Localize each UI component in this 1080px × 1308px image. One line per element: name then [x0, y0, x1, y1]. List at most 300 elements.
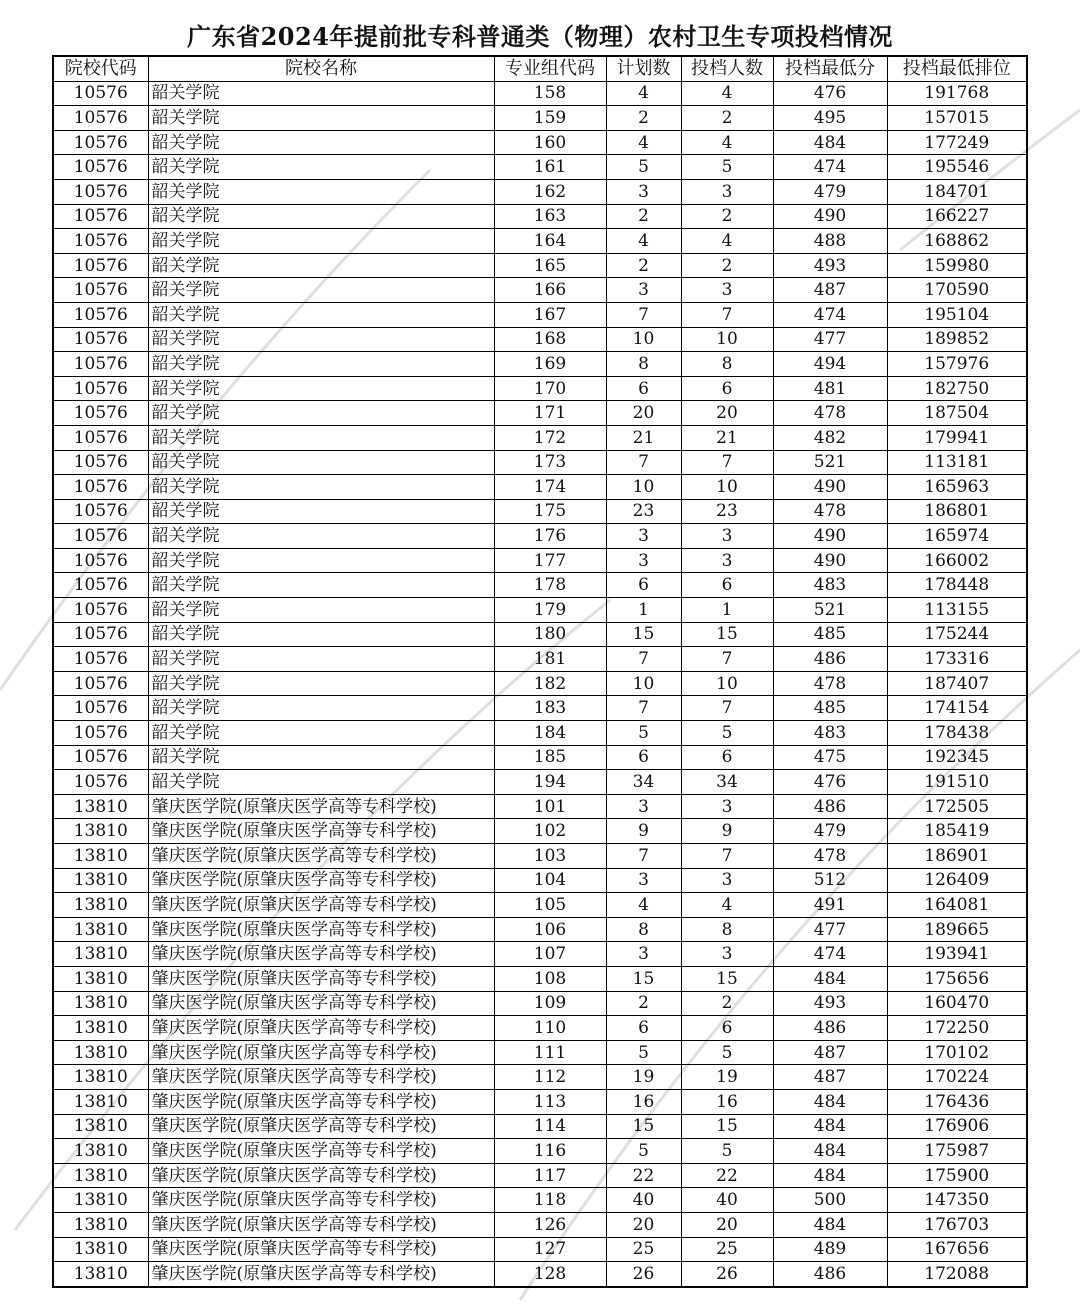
cell-group-code: 180	[494, 622, 606, 647]
cell-admitted-count: 8	[681, 917, 773, 942]
table-row	[53, 1212, 1027, 1237]
cell-admitted-count: 2	[681, 253, 773, 278]
cell-min-score: 484	[773, 966, 887, 991]
cell-min-score: 490	[773, 204, 887, 229]
cell-school-name: 韶关学院	[148, 745, 494, 770]
table-row	[53, 130, 1027, 155]
cell-school-code: 13810	[53, 1262, 148, 1287]
column-header-min-score: 投档最低分	[773, 56, 887, 81]
cell-plan-count: 4	[606, 130, 681, 155]
cell-min-rank: 165963	[887, 475, 1027, 500]
table-row	[53, 1262, 1027, 1287]
cell-school-code: 10576	[53, 81, 148, 106]
cell-admitted-count: 6	[681, 376, 773, 401]
table-row	[53, 106, 1027, 131]
cell-min-rank: 167656	[887, 1237, 1027, 1262]
cell-school-name: 韶关学院	[148, 573, 494, 598]
table-row	[53, 179, 1027, 204]
cell-min-rank: 175987	[887, 1139, 1027, 1164]
cell-plan-count: 16	[606, 1089, 681, 1114]
cell-min-rank: 173316	[887, 647, 1027, 672]
cell-min-rank: 172505	[887, 794, 1027, 819]
cell-admitted-count: 4	[681, 229, 773, 254]
cell-min-score: 486	[773, 1016, 887, 1041]
cell-min-score: 487	[773, 1040, 887, 1065]
cell-admitted-count: 4	[681, 130, 773, 155]
cell-min-rank: 178438	[887, 721, 1027, 746]
cell-group-code: 104	[494, 868, 606, 893]
cell-school-name: 韶关学院	[148, 647, 494, 672]
cell-min-rank: 176436	[887, 1089, 1027, 1114]
cell-min-rank: 159980	[887, 253, 1027, 278]
cell-min-score: 482	[773, 425, 887, 450]
cell-plan-count: 6	[606, 745, 681, 770]
cell-min-rank: 186901	[887, 844, 1027, 869]
cell-school-name: 韶关学院	[148, 499, 494, 524]
cell-min-score: 484	[773, 1212, 887, 1237]
cell-school-name: 韶关学院	[148, 130, 494, 155]
cell-admitted-count: 21	[681, 425, 773, 450]
cell-min-score: 486	[773, 1262, 887, 1287]
cell-plan-count: 1	[606, 598, 681, 623]
cell-min-rank: 191510	[887, 770, 1027, 795]
cell-school-name: 韶关学院	[148, 622, 494, 647]
cell-plan-count: 20	[606, 401, 681, 426]
cell-school-code: 13810	[53, 1163, 148, 1188]
table-row	[53, 966, 1027, 991]
cell-group-code: 184	[494, 721, 606, 746]
cell-min-score: 521	[773, 598, 887, 623]
cell-min-rank: 176906	[887, 1114, 1027, 1139]
cell-group-code: 127	[494, 1237, 606, 1262]
cell-group-code: 103	[494, 844, 606, 869]
cell-min-rank: 160470	[887, 991, 1027, 1016]
cell-admitted-count: 34	[681, 770, 773, 795]
cell-group-code: 171	[494, 401, 606, 426]
table-row	[53, 1089, 1027, 1114]
table-row	[53, 376, 1027, 401]
cell-group-code: 101	[494, 794, 606, 819]
cell-plan-count: 23	[606, 499, 681, 524]
cell-school-name: 肇庆医学院(原肇庆医学高等专科学校)	[148, 966, 494, 991]
cell-min-rank: 186801	[887, 499, 1027, 524]
cell-school-name: 肇庆医学院(原肇庆医学高等专科学校)	[148, 1065, 494, 1090]
cell-group-code: 165	[494, 253, 606, 278]
table-row	[53, 1139, 1027, 1164]
table-row	[53, 1188, 1027, 1213]
cell-school-name: 韶关学院	[148, 475, 494, 500]
cell-school-code: 10576	[53, 598, 148, 623]
cell-school-code: 10576	[53, 253, 148, 278]
table-row	[53, 352, 1027, 377]
cell-min-rank: 175900	[887, 1163, 1027, 1188]
cell-min-rank: 165974	[887, 524, 1027, 549]
cell-school-name: 肇庆医学院(原肇庆医学高等专科学校)	[148, 917, 494, 942]
cell-min-score: 495	[773, 106, 887, 131]
cell-group-code: 181	[494, 647, 606, 672]
cell-min-score: 484	[773, 1139, 887, 1164]
cell-group-code: 159	[494, 106, 606, 131]
cell-group-code: 108	[494, 966, 606, 991]
cell-admitted-count: 5	[681, 721, 773, 746]
cell-plan-count: 20	[606, 1212, 681, 1237]
cell-school-code: 10576	[53, 278, 148, 303]
table-row	[53, 770, 1027, 795]
table-row	[53, 1016, 1027, 1041]
cell-group-code: 110	[494, 1016, 606, 1041]
cell-admitted-count: 6	[681, 1016, 773, 1041]
cell-plan-count: 3	[606, 278, 681, 303]
cell-school-name: 韶关学院	[148, 302, 494, 327]
cell-admitted-count: 2	[681, 204, 773, 229]
cell-min-score: 491	[773, 893, 887, 918]
table-row	[53, 598, 1027, 623]
cell-school-name: 肇庆医学院(原肇庆医学高等专科学校)	[148, 819, 494, 844]
cell-admitted-count: 19	[681, 1065, 773, 1090]
cell-admitted-count: 7	[681, 647, 773, 672]
cell-group-code: 167	[494, 302, 606, 327]
table-row	[53, 1237, 1027, 1262]
cell-school-name: 韶关学院	[148, 204, 494, 229]
table-row	[53, 155, 1027, 180]
cell-admitted-count: 4	[681, 81, 773, 106]
cell-min-rank: 113181	[887, 450, 1027, 475]
cell-min-rank: 168862	[887, 229, 1027, 254]
cell-school-code: 13810	[53, 819, 148, 844]
cell-min-score: 489	[773, 1237, 887, 1262]
table-row	[53, 229, 1027, 254]
cell-school-code: 10576	[53, 696, 148, 721]
cell-min-rank: 172088	[887, 1262, 1027, 1287]
cell-plan-count: 3	[606, 179, 681, 204]
column-header-group-code: 专业组代码	[494, 56, 606, 81]
cell-plan-count: 4	[606, 229, 681, 254]
cell-school-name: 韶关学院	[148, 81, 494, 106]
cell-plan-count: 5	[606, 721, 681, 746]
cell-school-code: 13810	[53, 1188, 148, 1213]
cell-admitted-count: 3	[681, 278, 773, 303]
cell-school-code: 10576	[53, 450, 148, 475]
cell-school-code: 10576	[53, 229, 148, 254]
cell-school-name: 韶关学院	[148, 770, 494, 795]
cell-min-rank: 175656	[887, 966, 1027, 991]
cell-min-rank: 176703	[887, 1212, 1027, 1237]
cell-plan-count: 2	[606, 106, 681, 131]
cell-plan-count: 10	[606, 327, 681, 352]
table-row	[53, 991, 1027, 1016]
cell-school-name: 韶关学院	[148, 598, 494, 623]
cell-min-score: 483	[773, 573, 887, 598]
cell-school-code: 13810	[53, 1139, 148, 1164]
column-header-plan-count: 计划数	[606, 56, 681, 81]
cell-min-score: 479	[773, 819, 887, 844]
cell-plan-count: 15	[606, 622, 681, 647]
cell-min-rank: 178448	[887, 573, 1027, 598]
cell-min-rank: 193941	[887, 942, 1027, 967]
cell-admitted-count: 1	[681, 598, 773, 623]
cell-plan-count: 15	[606, 1114, 681, 1139]
cell-group-code: 109	[494, 991, 606, 1016]
cell-plan-count: 2	[606, 204, 681, 229]
cell-min-rank: 189665	[887, 917, 1027, 942]
cell-group-code: 163	[494, 204, 606, 229]
cell-admitted-count: 10	[681, 671, 773, 696]
column-header-school-code: 院校代码	[53, 56, 148, 81]
cell-plan-count: 25	[606, 1237, 681, 1262]
cell-group-code: 166	[494, 278, 606, 303]
table-row	[53, 401, 1027, 426]
cell-plan-count: 22	[606, 1163, 681, 1188]
cell-admitted-count: 10	[681, 327, 773, 352]
cell-school-code: 13810	[53, 991, 148, 1016]
cell-min-rank: 185419	[887, 819, 1027, 844]
cell-min-score: 477	[773, 327, 887, 352]
cell-min-rank: 166227	[887, 204, 1027, 229]
cell-plan-count: 3	[606, 794, 681, 819]
cell-group-code: 176	[494, 524, 606, 549]
cell-admitted-count: 3	[681, 548, 773, 573]
cell-min-score: 500	[773, 1188, 887, 1213]
cell-school-code: 13810	[53, 966, 148, 991]
table-row	[53, 425, 1027, 450]
cell-admitted-count: 7	[681, 450, 773, 475]
cell-plan-count: 7	[606, 450, 681, 475]
cell-school-name: 韶关学院	[148, 401, 494, 426]
cell-min-score: 521	[773, 450, 887, 475]
cell-admitted-count: 15	[681, 1114, 773, 1139]
cell-school-name: 肇庆医学院(原肇庆医学高等专科学校)	[148, 893, 494, 918]
cell-school-code: 10576	[53, 770, 148, 795]
cell-school-name: 韶关学院	[148, 253, 494, 278]
cell-min-score: 475	[773, 745, 887, 770]
cell-plan-count: 2	[606, 253, 681, 278]
cell-school-code: 13810	[53, 917, 148, 942]
table-row	[53, 721, 1027, 746]
cell-min-rank: 157015	[887, 106, 1027, 131]
cell-school-code: 13810	[53, 1237, 148, 1262]
cell-min-score: 479	[773, 179, 887, 204]
table-row	[53, 1114, 1027, 1139]
cell-plan-count: 5	[606, 1040, 681, 1065]
cell-group-code: 128	[494, 1262, 606, 1287]
cell-plan-count: 2	[606, 991, 681, 1016]
cell-admitted-count: 7	[681, 302, 773, 327]
cell-min-rank: 192345	[887, 745, 1027, 770]
cell-plan-count: 40	[606, 1188, 681, 1213]
cell-school-code: 10576	[53, 106, 148, 131]
cell-min-rank: 182750	[887, 376, 1027, 401]
cell-plan-count: 3	[606, 868, 681, 893]
cell-admitted-count: 20	[681, 1212, 773, 1237]
cell-admitted-count: 6	[681, 573, 773, 598]
cell-school-name: 韶关学院	[148, 106, 494, 131]
cell-min-score: 512	[773, 868, 887, 893]
cell-school-code: 10576	[53, 745, 148, 770]
cell-min-rank: 174154	[887, 696, 1027, 721]
cell-group-code: 118	[494, 1188, 606, 1213]
cell-admitted-count: 20	[681, 401, 773, 426]
cell-school-code: 13810	[53, 1065, 148, 1090]
cell-min-rank: 113155	[887, 598, 1027, 623]
cell-school-code: 10576	[53, 721, 148, 746]
cell-min-score: 487	[773, 1065, 887, 1090]
cell-school-name: 韶关学院	[148, 721, 494, 746]
cell-plan-count: 19	[606, 1065, 681, 1090]
table-row	[53, 475, 1027, 500]
column-header-min-rank: 投档最低排位	[887, 56, 1027, 81]
cell-min-score: 490	[773, 475, 887, 500]
cell-school-name: 韶关学院	[148, 696, 494, 721]
cell-group-code: 169	[494, 352, 606, 377]
cell-group-code: 182	[494, 671, 606, 696]
cell-school-code: 10576	[53, 327, 148, 352]
cell-min-rank: 184701	[887, 179, 1027, 204]
cell-school-code: 13810	[53, 868, 148, 893]
cell-min-score: 478	[773, 401, 887, 426]
column-header-school-name: 院校名称	[148, 56, 494, 81]
cell-group-code: 194	[494, 770, 606, 795]
cell-school-name: 肇庆医学院(原肇庆医学高等专科学校)	[148, 1237, 494, 1262]
cell-min-rank: 166002	[887, 548, 1027, 573]
cell-min-score: 474	[773, 155, 887, 180]
cell-group-code: 183	[494, 696, 606, 721]
cell-plan-count: 5	[606, 155, 681, 180]
cell-school-name: 韶关学院	[148, 671, 494, 696]
cell-min-score: 485	[773, 622, 887, 647]
cell-school-name: 肇庆医学院(原肇庆医学高等专科学校)	[148, 942, 494, 967]
cell-school-code: 10576	[53, 179, 148, 204]
cell-school-code: 10576	[53, 204, 148, 229]
table-row	[53, 868, 1027, 893]
cell-school-name: 韶关学院	[148, 179, 494, 204]
cell-school-code: 13810	[53, 1212, 148, 1237]
cell-group-code: 173	[494, 450, 606, 475]
cell-plan-count: 4	[606, 81, 681, 106]
cell-school-code: 10576	[53, 155, 148, 180]
cell-admitted-count: 5	[681, 1040, 773, 1065]
table-row	[53, 253, 1027, 278]
cell-min-score: 478	[773, 844, 887, 869]
cell-admitted-count: 22	[681, 1163, 773, 1188]
cell-admitted-count: 7	[681, 696, 773, 721]
cell-school-name: 肇庆医学院(原肇庆医学高等专科学校)	[148, 1139, 494, 1164]
cell-admitted-count: 23	[681, 499, 773, 524]
cell-admitted-count: 2	[681, 106, 773, 131]
table-row	[53, 81, 1027, 106]
cell-plan-count: 7	[606, 696, 681, 721]
cell-plan-count: 10	[606, 671, 681, 696]
cell-school-name: 韶关学院	[148, 327, 494, 352]
cell-min-score: 474	[773, 302, 887, 327]
cell-min-rank: 179941	[887, 425, 1027, 450]
cell-plan-count: 3	[606, 524, 681, 549]
cell-min-score: 488	[773, 229, 887, 254]
cell-admitted-count: 9	[681, 819, 773, 844]
table-row	[53, 278, 1027, 303]
cell-admitted-count: 6	[681, 745, 773, 770]
cell-admitted-count: 5	[681, 1139, 773, 1164]
cell-plan-count: 4	[606, 893, 681, 918]
table-row	[53, 1040, 1027, 1065]
cell-school-name: 肇庆医学院(原肇庆医学高等专科学校)	[148, 1212, 494, 1237]
cell-plan-count: 8	[606, 917, 681, 942]
cell-min-score: 474	[773, 942, 887, 967]
cell-min-rank: 195546	[887, 155, 1027, 180]
cell-group-code: 172	[494, 425, 606, 450]
cell-group-code: 126	[494, 1212, 606, 1237]
cell-min-score: 486	[773, 794, 887, 819]
cell-plan-count: 6	[606, 376, 681, 401]
cell-plan-count: 10	[606, 475, 681, 500]
cell-group-code: 178	[494, 573, 606, 598]
table-row	[53, 548, 1027, 573]
cell-min-score: 493	[773, 253, 887, 278]
cell-group-code: 158	[494, 81, 606, 106]
cell-plan-count: 8	[606, 352, 681, 377]
cell-admitted-count: 4	[681, 893, 773, 918]
admission-table	[52, 55, 1028, 1288]
cell-school-code: 10576	[53, 475, 148, 500]
cell-min-score: 477	[773, 917, 887, 942]
cell-min-score: 493	[773, 991, 887, 1016]
cell-min-score: 485	[773, 696, 887, 721]
table-row	[53, 671, 1027, 696]
cell-school-code: 10576	[53, 130, 148, 155]
cell-school-code: 10576	[53, 302, 148, 327]
table-row	[53, 450, 1027, 475]
cell-school-code: 10576	[53, 548, 148, 573]
cell-min-rank: 172250	[887, 1016, 1027, 1041]
table-row	[53, 524, 1027, 549]
cell-plan-count: 6	[606, 1016, 681, 1041]
cell-group-code: 168	[494, 327, 606, 352]
cell-min-rank: 189852	[887, 327, 1027, 352]
cell-school-name: 肇庆医学院(原肇庆医学高等专科学校)	[148, 844, 494, 869]
cell-admitted-count: 3	[681, 524, 773, 549]
cell-admitted-count: 3	[681, 179, 773, 204]
cell-admitted-count: 7	[681, 844, 773, 869]
cell-group-code: 112	[494, 1065, 606, 1090]
cell-school-code: 13810	[53, 1016, 148, 1041]
cell-school-name: 韶关学院	[148, 524, 494, 549]
cell-admitted-count: 16	[681, 1089, 773, 1114]
cell-plan-count: 34	[606, 770, 681, 795]
cell-min-score: 476	[773, 770, 887, 795]
cell-group-code: 117	[494, 1163, 606, 1188]
cell-admitted-count: 25	[681, 1237, 773, 1262]
cell-school-name: 韶关学院	[148, 278, 494, 303]
cell-min-rank: 170224	[887, 1065, 1027, 1090]
table-header-row	[53, 56, 1027, 81]
cell-min-rank: 191768	[887, 81, 1027, 106]
cell-min-score: 487	[773, 278, 887, 303]
cell-plan-count: 15	[606, 966, 681, 991]
cell-group-code: 170	[494, 376, 606, 401]
cell-school-code: 10576	[53, 647, 148, 672]
cell-min-score: 490	[773, 548, 887, 573]
table-row	[53, 1065, 1027, 1090]
cell-school-name: 韶关学院	[148, 425, 494, 450]
cell-admitted-count: 26	[681, 1262, 773, 1287]
cell-school-name: 肇庆医学院(原肇庆医学高等专科学校)	[148, 1016, 494, 1041]
cell-school-name: 韶关学院	[148, 376, 494, 401]
cell-school-code: 13810	[53, 844, 148, 869]
cell-group-code: 113	[494, 1089, 606, 1114]
cell-school-code: 10576	[53, 524, 148, 549]
cell-min-score: 484	[773, 130, 887, 155]
cell-group-code: 161	[494, 155, 606, 180]
cell-min-score: 478	[773, 671, 887, 696]
